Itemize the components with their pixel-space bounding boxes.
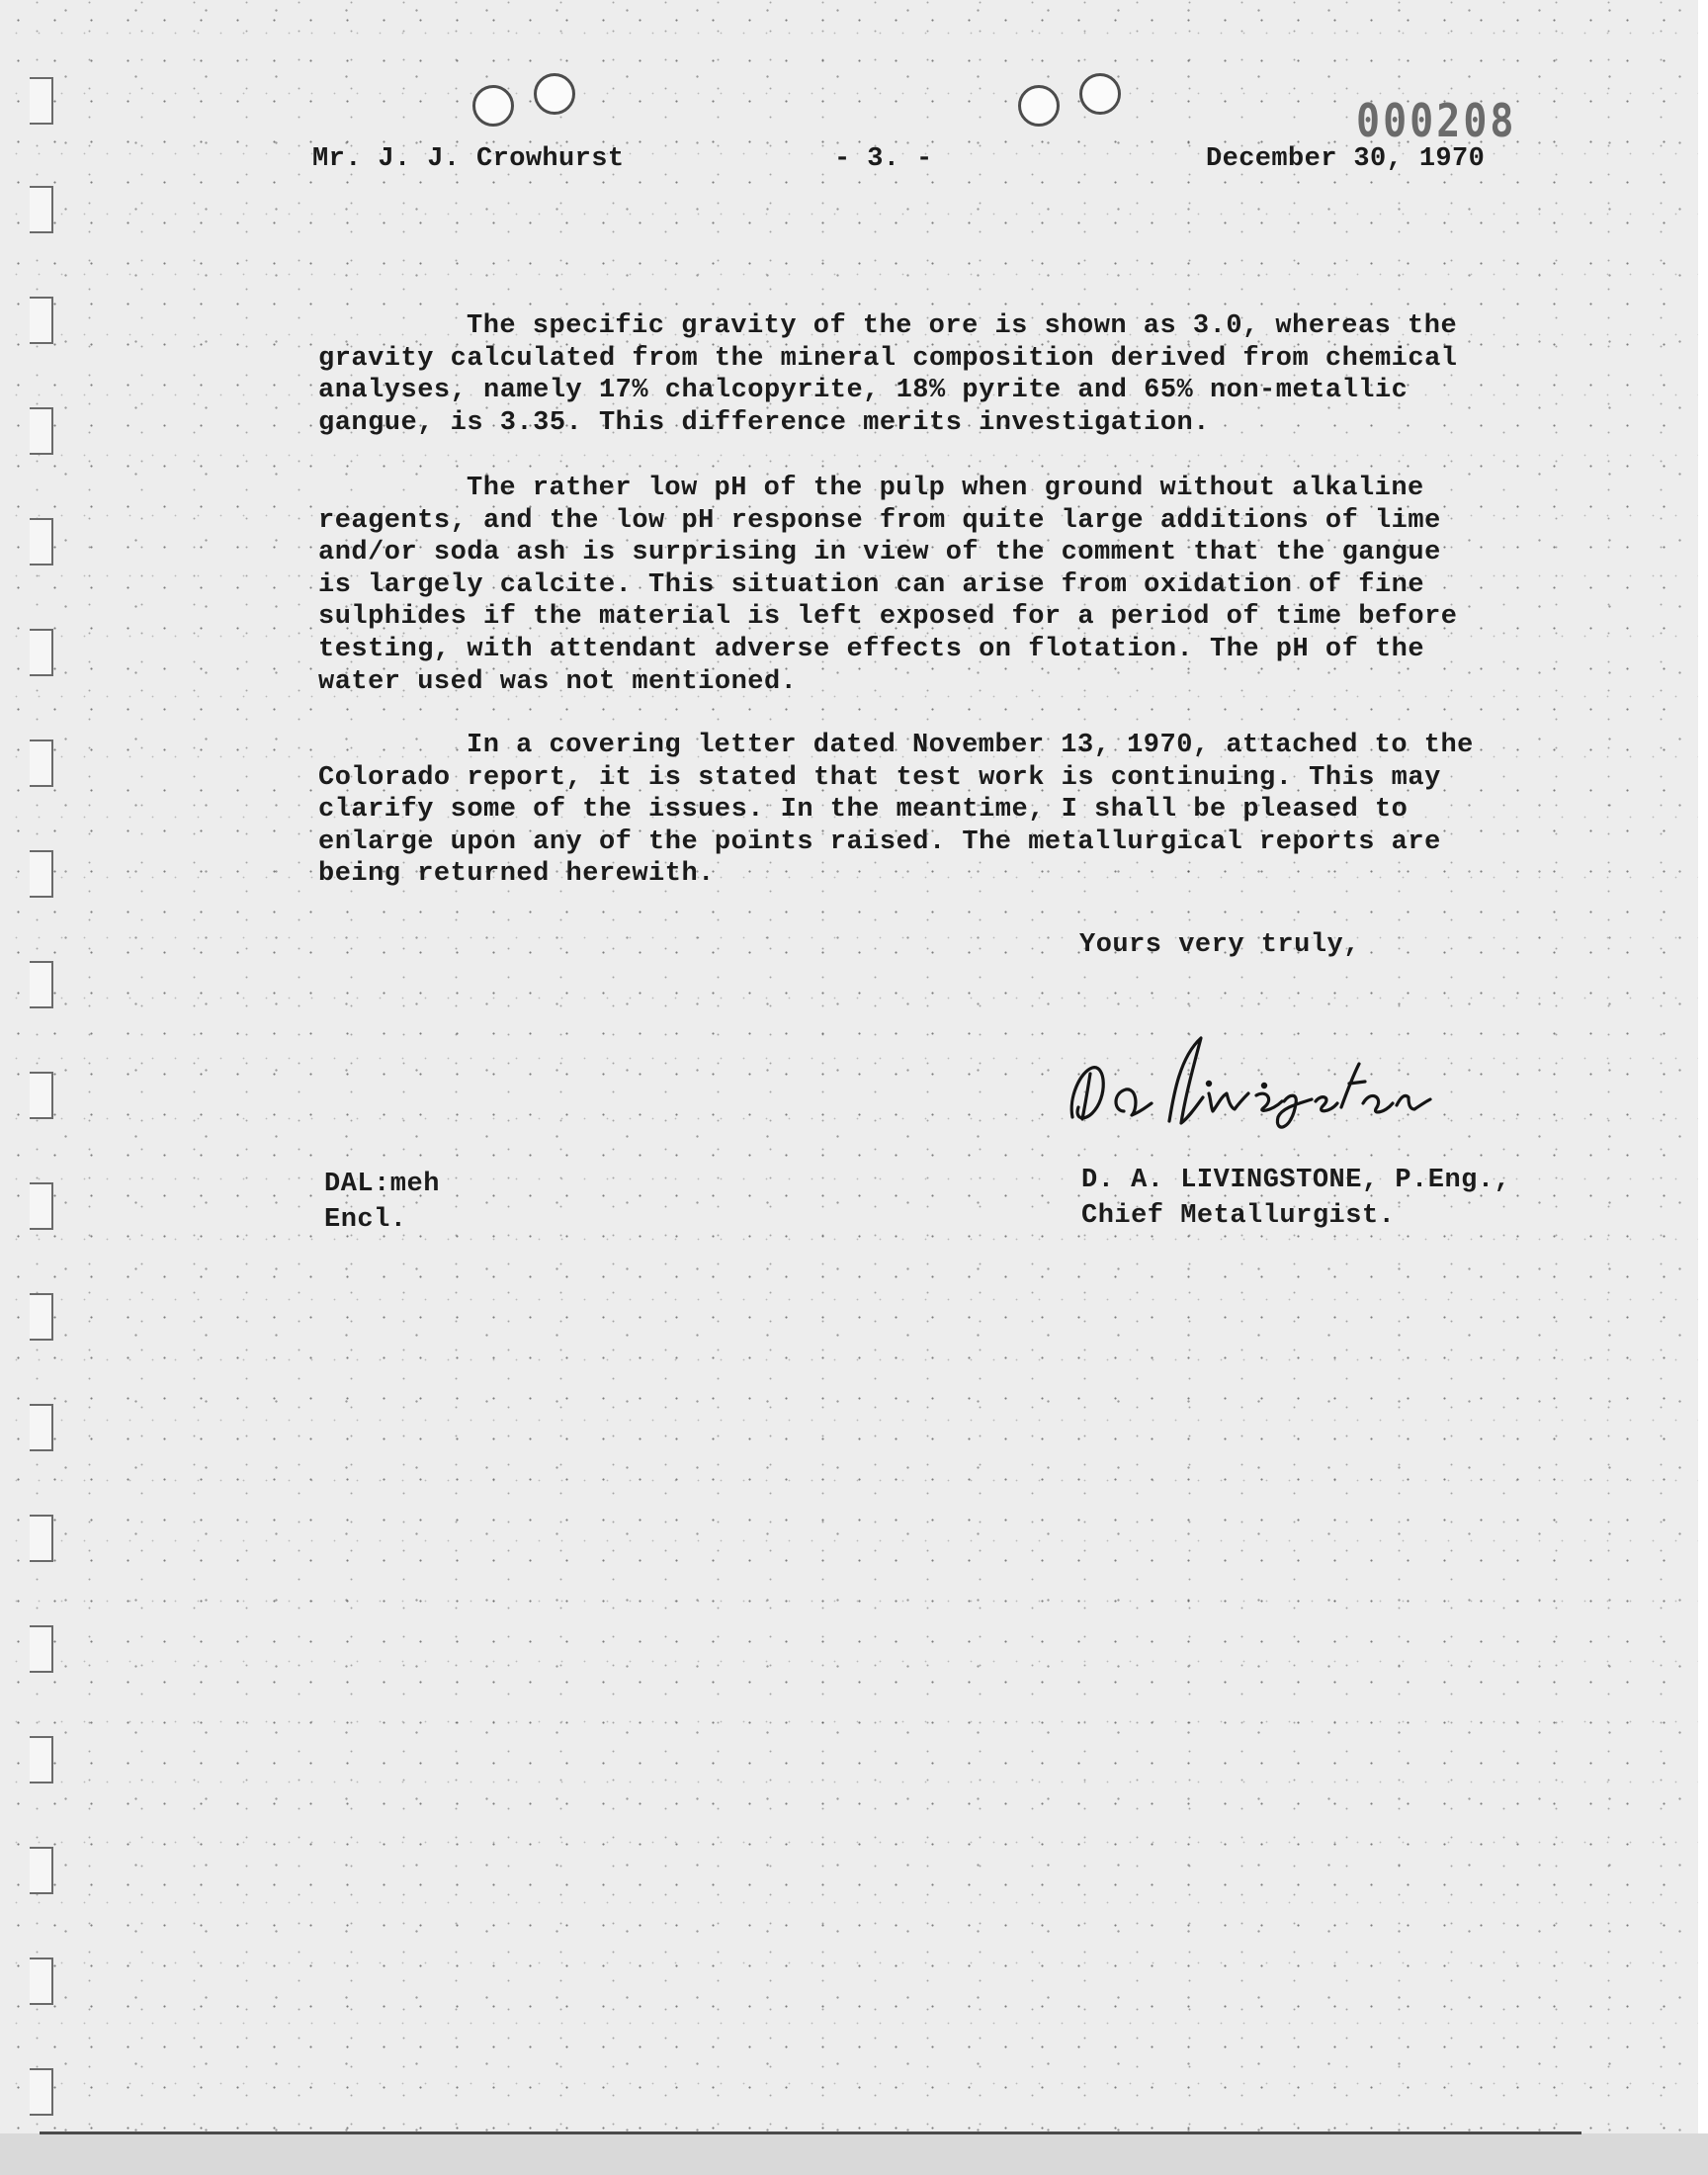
- punch-hole: [1079, 73, 1121, 115]
- sprocket-mark: [30, 629, 53, 676]
- sprocket-mark: [30, 297, 53, 344]
- body-paragraph: The specific gravity of the ore is shown as 3.0, whereas the gravity calculated from the mineral composition derived from chemical analyses, namely 17% chalcopyrite, 18% pyrite and 65% non-metallic gangue, is 3.35. This difference merits investigation.: [318, 311, 1458, 438]
- sprocket-mark: [30, 1958, 53, 2005]
- closing-salutation: Yours very truly,: [1079, 930, 1360, 960]
- sprocket-mark: [30, 186, 53, 233]
- punch-hole: [1018, 85, 1060, 127]
- body-paragraph: In a covering letter dated November 13, 1970, attached to the Colorado report, it is stated that test work is continuing. This may clarify some of the issues. In the meantime, I shall be pleased to enlarge upon any of the points raised. The metallurgical reports are being returned herewith.: [318, 731, 1474, 890]
- page-bottom-rule: [40, 2132, 1581, 2134]
- reference-initials-enclosure: DAL:meh Encl.: [324, 1170, 440, 1235]
- sprocket-mark: [30, 518, 53, 566]
- page-right-margin: [1698, 20, 1708, 2135]
- page-bottom-edge: [0, 2133, 1708, 2175]
- sprocket-mark: [30, 1625, 53, 1673]
- handwritten-signature: [1063, 1028, 1438, 1137]
- sprocket-mark: [30, 407, 53, 455]
- sprocket-mark: [30, 77, 53, 125]
- sprocket-mark: [30, 1404, 53, 1451]
- sprocket-mark: [30, 961, 53, 1008]
- sprocket-mark: [30, 1515, 53, 1562]
- punch-hole: [534, 73, 575, 115]
- letter-date: December 30, 1970: [1206, 144, 1486, 174]
- document-stamp-number: 000208: [1356, 95, 1517, 148]
- sprocket-mark: [30, 850, 53, 898]
- sprocket-mark: [30, 1847, 53, 1894]
- body-paragraph: The rather low pH of the pulp when ground without alkaline reagents, and the low pH response from quite large additions of lime and/or soda ash is surprising in view of the comment that the gangue is largely calcite. This situation can arise from oxidation of fine sulphides if the material is left exposed for a period of time before testing, with attendant adverse effects on flotation. The pH of the water used was not mentioned.: [318, 474, 1458, 697]
- sprocket-mark: [30, 1072, 53, 1119]
- page-number: - 3. -: [834, 144, 933, 174]
- punch-hole: [472, 85, 514, 127]
- signer-name-title: D. A. LIVINGSTONE, P.Eng., Chief Metallurgist.: [1081, 1166, 1511, 1231]
- sprocket-mark: [30, 1736, 53, 1784]
- sprocket-mark: [30, 2068, 53, 2116]
- sprocket-mark: [30, 1182, 53, 1230]
- recipient-name: Mr. J. J. Crowhurst: [312, 144, 625, 174]
- sprocket-mark: [30, 1293, 53, 1341]
- sprocket-mark: [30, 740, 53, 787]
